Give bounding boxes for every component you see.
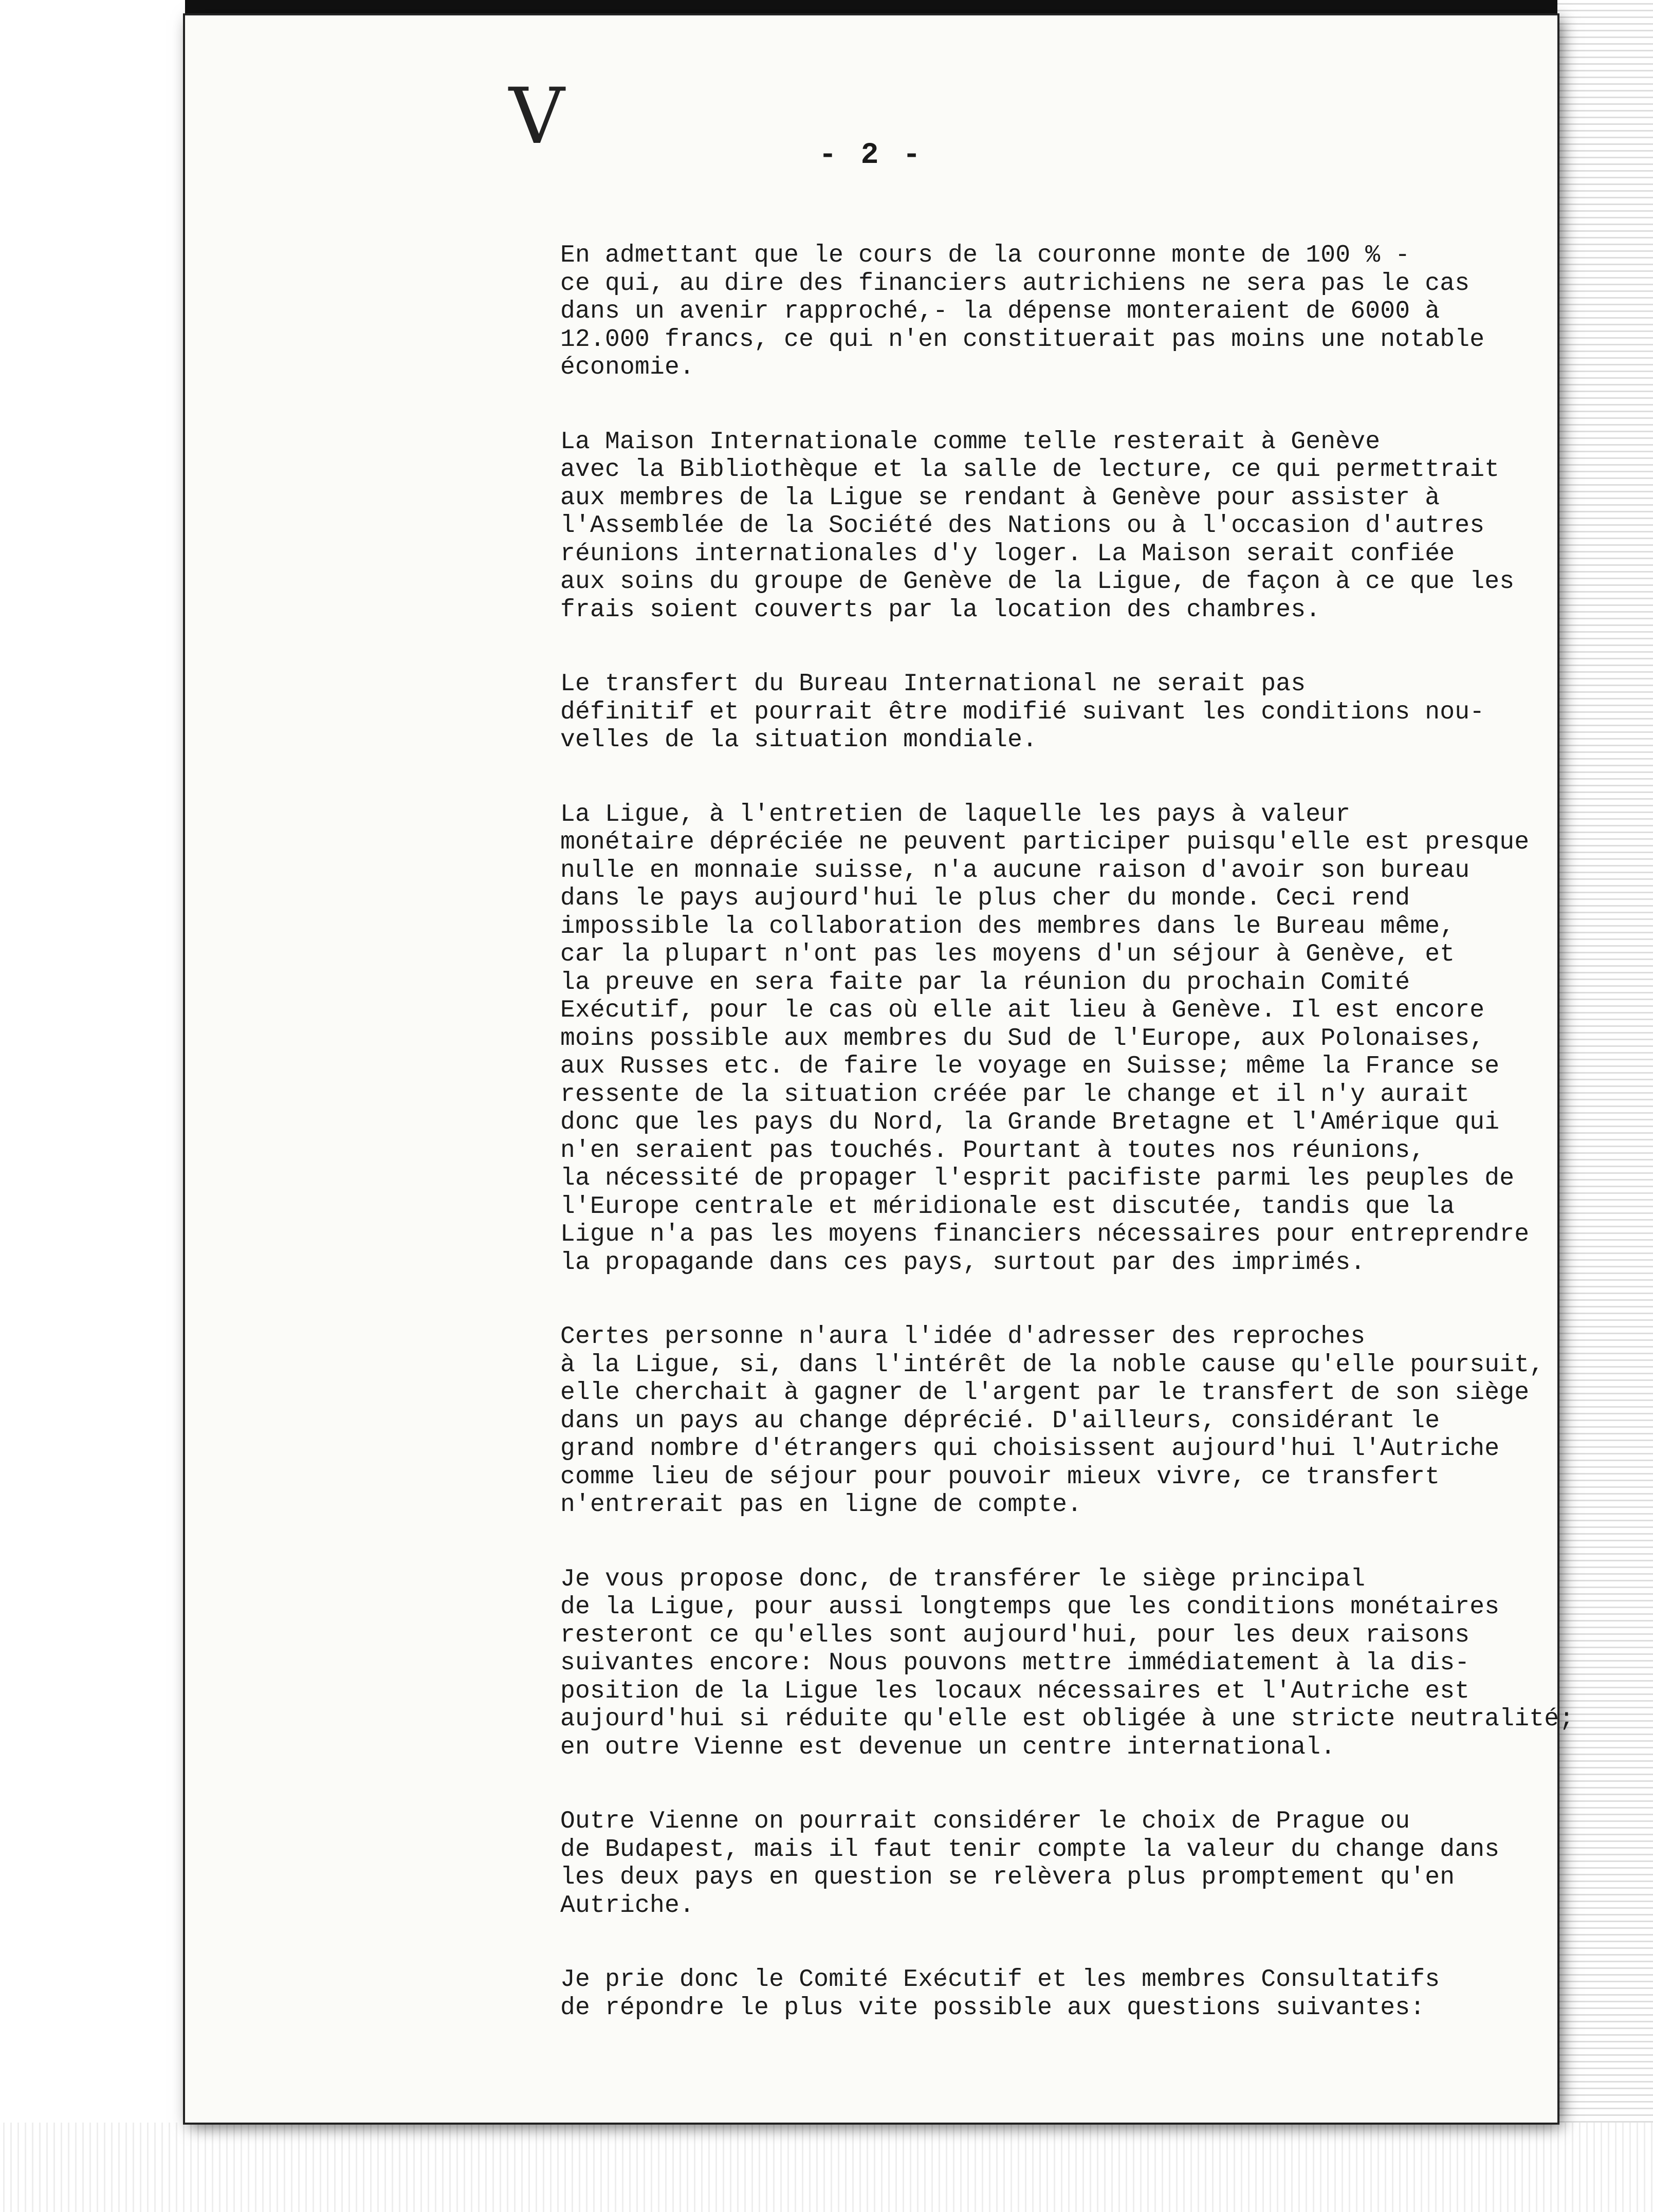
text-line: aux Russes etc. de faire le voyage en Suisse; même la France se — [560, 1053, 1500, 1080]
text-line: grand nombre d'étrangers qui choisissent aujourd'hui l'Autriche — [560, 1435, 1500, 1463]
paragraph — [560, 1808, 1640, 1920]
text-line: aux soins du groupe de Genève de la Ligue, de façon à ce que les — [560, 568, 1515, 596]
text-line: de la Ligue, pour aussi longtemps que les conditions monétaires — [560, 1593, 1500, 1621]
text-line: n'entrerait pas en ligne de compte. — [560, 1491, 1082, 1519]
text-line: aujourd'hui si réduite qu'elle est obligée à une stricte neutralité; — [560, 1705, 1574, 1733]
text-line: resteront ce qu'elles sont aujourd'hui, pour les deux raisons — [560, 1621, 1470, 1649]
paragraph — [560, 1565, 1640, 1762]
text-line: l'Europe centrale et méridionale est discutée, tandis que la — [560, 1192, 1455, 1221]
text-line: position de la Ligue les locaux nécessaires et l'Autriche est — [560, 1677, 1470, 1705]
document-page — [185, 15, 1574, 2123]
text-line: de répondre le plus vite possible aux questions suivantes: — [560, 1994, 1425, 2022]
text-line: Exécutif, pour le cas où elle ait lieu à Genève. Il est encore — [560, 997, 1485, 1024]
text-line: frais soient couverts par la location des chambres. — [560, 596, 1321, 624]
text-line: avec la Bibliothèque et la salle de lecture, ce qui permettrait — [560, 456, 1500, 484]
paragraph — [560, 1323, 1640, 1519]
paragraph — [560, 242, 1640, 382]
document-body — [560, 242, 1640, 2068]
text-line: comme lieu de séjour pour pouvoir mieux vivre, ce transfert — [560, 1463, 1440, 1491]
text-line: Ligue n'a pas les moyens financiers nécessaires pour entreprendre — [560, 1221, 1530, 1248]
text-line: monétaire dépréciée ne peuvent participer puisqu'elle est presque — [560, 828, 1530, 856]
text-line: réunions internationales d'y loger. La Maison serait confiée — [560, 540, 1455, 568]
text-line: définitif et pourrait être modifié suivant les conditions nou- — [560, 698, 1485, 726]
text-line: car la plupart n'ont pas les moyens d'un séjour à Genève, et — [560, 941, 1455, 968]
paragraph — [560, 428, 1640, 624]
text-line: Certes personne n'aura l'idée d'adresser des reproches — [560, 1323, 1366, 1351]
text-line: la preuve en sera faite par la réunion du prochain Comité — [560, 968, 1410, 997]
text-line: de Budapest, mais il faut tenir compte la valeur du change dans — [560, 1835, 1500, 1864]
text-line: 12.000 francs, ce qui n'en constituerait pas moins une notable — [560, 325, 1485, 354]
text-line: n'en seraient pas touchés. Pourtant à toutes nos réunions, — [560, 1136, 1425, 1165]
text-line: ce qui, au dire des financiers autrichiens ne sera pas le cas — [560, 269, 1470, 298]
text-line: en outre Vienne est devenue un centre international. — [560, 1733, 1336, 1761]
paragraph — [560, 1966, 1640, 2022]
text-line: impossible la collaboration des membres dans le Bureau même, — [560, 912, 1455, 941]
text-line: Le transfert du Bureau International ne serait pas — [560, 670, 1306, 698]
text-line: économie. — [560, 354, 695, 381]
text-line: Je prie donc le Comité Exécutif et les membres Consultatifs — [560, 1966, 1440, 1994]
paragraph — [560, 670, 1640, 754]
text-line: à la Ligue, si, dans l'intérêt de la noble cause qu'elle poursuit, — [560, 1351, 1545, 1379]
text-line: La Ligue, à l'entretien de laquelle les pays à valeur — [560, 800, 1351, 828]
scan-margin-left — [0, 0, 185, 2212]
text-line: Autriche. — [560, 1891, 695, 1920]
text-line: nulle en monnaie suisse, n'a aucune raison d'avoir son bureau — [560, 856, 1470, 884]
text-line: dans un avenir rapproché,- la dépense monteraient de 6000 à — [560, 298, 1440, 325]
text-line: elle cherchait à gagner de l'argent par le transfert de son siège — [560, 1379, 1530, 1407]
text-line: dans un pays au change déprécié. D'ailleurs, considérant le — [560, 1407, 1440, 1435]
text-line: l'Assemblée de la Société des Nations ou à l'occasion d'autres — [560, 512, 1485, 540]
text-line: aux membres de la Ligue se rendant à Genève pour assister à — [560, 484, 1440, 512]
text-line: suivantes encore: Nous pouvons mettre immédiatement à la dis- — [560, 1649, 1470, 1677]
text-line: donc que les pays du Nord, la Grande Bretagne et l'Amérique qui — [560, 1109, 1500, 1136]
text-line: En admettant que le cours de la couronne monte de 100 % - — [560, 242, 1410, 269]
text-line: la nécessité de propager l'esprit pacifiste parmi les peuples de — [560, 1165, 1515, 1192]
scan-border-bottom — [0, 2123, 1653, 2212]
text-line: Je vous propose donc, de transférer le siège principal — [560, 1565, 1366, 1593]
handwritten-mark: V — [509, 72, 565, 161]
text-line: dans le pays aujourd'hui le plus cher du monde. Ceci rend — [560, 884, 1410, 912]
text-line: la propagande dans ces pays, surtout par des imprimés. — [560, 1248, 1366, 1277]
text-line: les deux pays en question se relèvera plus promptement qu'en — [560, 1864, 1455, 1891]
paragraph — [560, 801, 1640, 1277]
text-line: La Maison Internationale comme telle resterait à Genève — [560, 428, 1381, 456]
text-line: moins possible aux membres du Sud de l'Europe, aux Polonaises, — [560, 1024, 1485, 1053]
text-line: velles de la situation mondiale. — [560, 726, 1038, 754]
page-number: - 2 - — [818, 139, 924, 172]
text-line: ressente de la situation créée par le change et il n'y aurait — [560, 1080, 1470, 1109]
text-line: Outre Vienne on pourrait considérer le choix de Prague ou — [560, 1808, 1410, 1835]
